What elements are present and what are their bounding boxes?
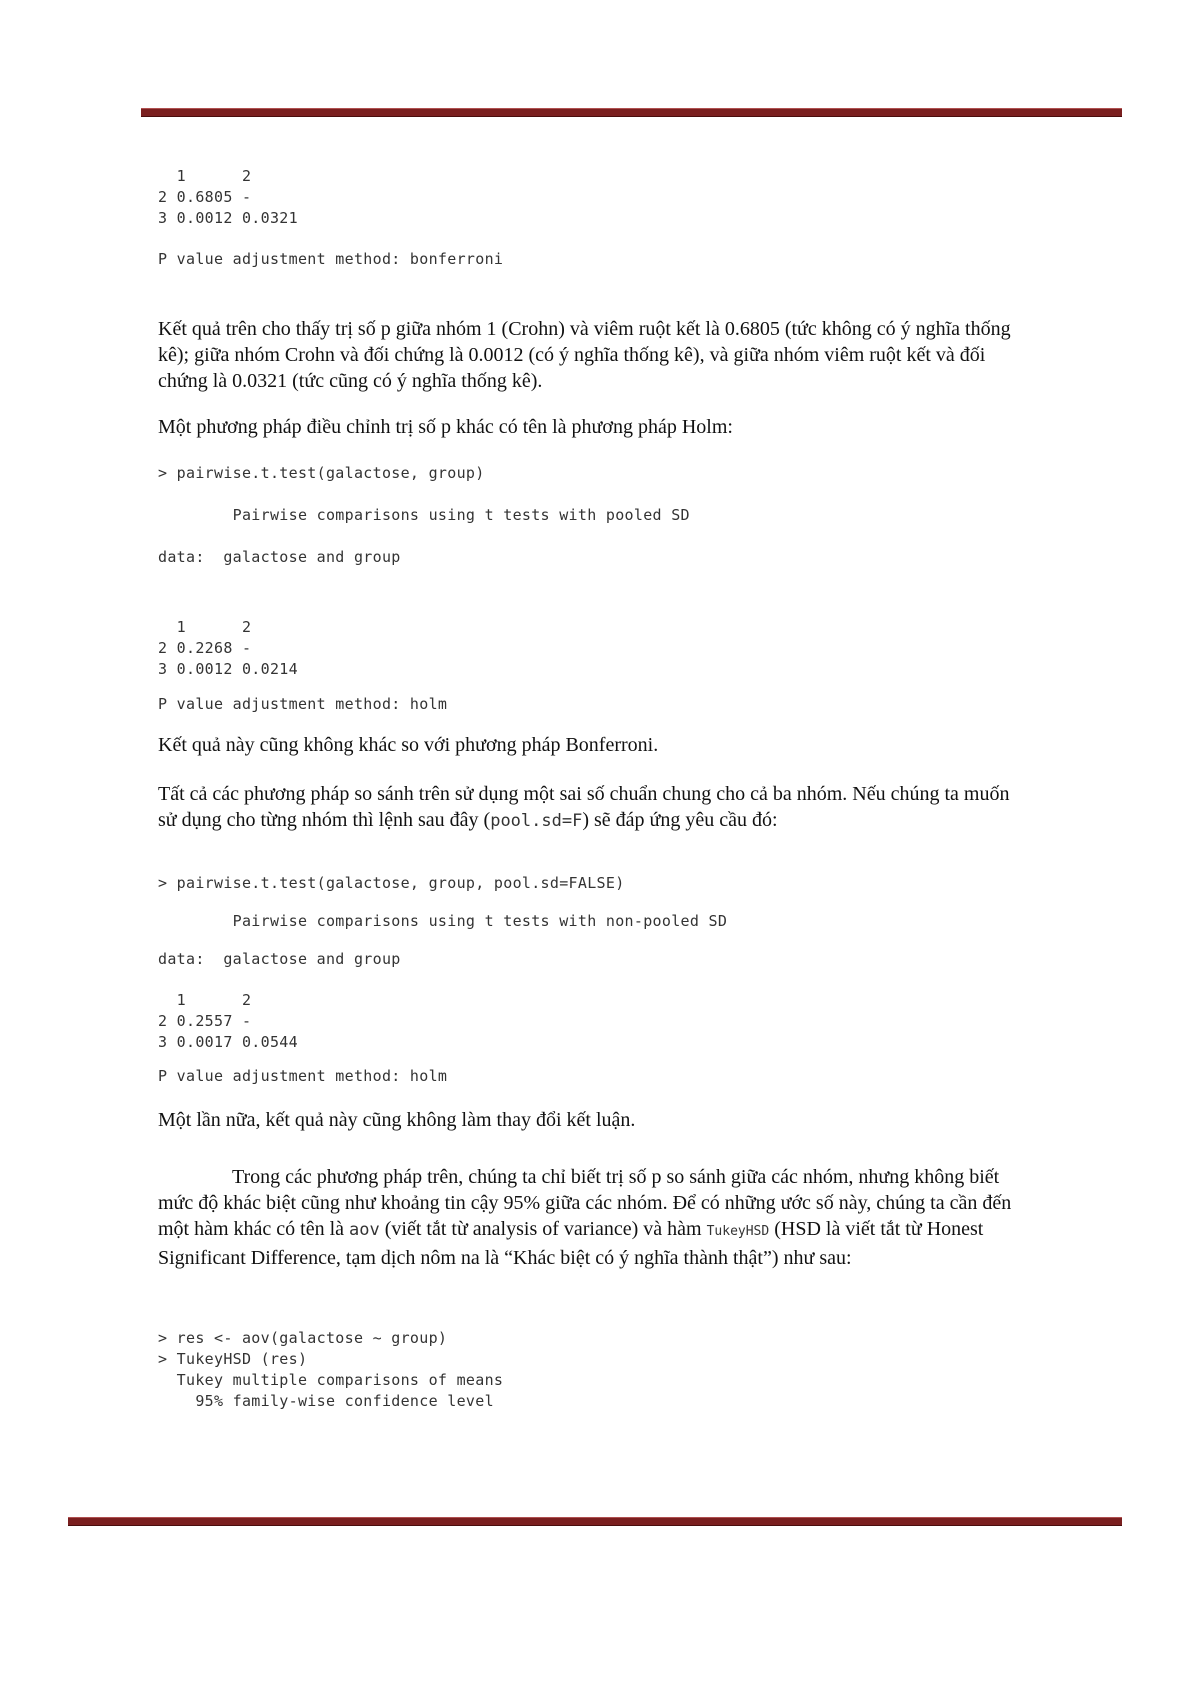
header-rule: [141, 108, 1122, 117]
code-output-title-non-pooled: Pairwise comparisons using t tests with non-pooled SD: [158, 912, 728, 930]
inline-code-tukeyhsd: TukeyHSD: [706, 1224, 770, 1239]
inline-code-aov: aov: [349, 1220, 380, 1240]
inline-code-pool-sd: pool.sd=F: [490, 811, 583, 831]
paragraph-conclusion: Một lần nữa, kết quả này cũng không làm thay đổi kết luận.: [158, 1109, 636, 1131]
code-output-holm-table: 1 2 2 0.2268 - 3 0.0012 0.0214: [158, 618, 298, 678]
code-output-bonferroni-table: 1 2 2 0.6805 - 3 0.0012 0.0321: [158, 167, 298, 227]
paragraph-holm-intro: Một phương pháp điều chỉnh trị số p khác có tên là phương pháp Holm:: [158, 416, 733, 438]
paragraph-holm-result: Kết quả này cũng không khác so với phương pháp Bonferroni.: [158, 734, 659, 756]
code-command-non-pooled: > pairwise.t.test(galactose, group, pool.sd=FALSE): [158, 874, 625, 892]
code-command-pairwise-test: > pairwise.t.test(galactose, group): [158, 464, 485, 482]
paragraph-tukey-intro: Trong các phương pháp trên, chúng ta chỉ biết trị số p so sánh giữa các nhóm, nhưng không biết mức độ khác biệt cũng như khoảng tin cậy 95% giữa các nhóm. Để có những ước số này, chúng ta cần đến một hàm khác có tên là aov (viết tắt từ analysis of variance) và hàm TukeyHSD (HSD là viết tắt từ Honest Significant Difference, tạm dịch nôm na là “Khác biệt có ý nghĩa thành thật”) như sau:: [158, 1166, 1012, 1269]
code-output-data-line: data: galactose and group: [158, 548, 401, 566]
footer-rule: [68, 1517, 1122, 1526]
code-output-adjustment-method-holm-2: P value adjustment method: holm: [158, 1067, 448, 1085]
code-output-adjustment-method-holm: P value adjustment method: holm: [158, 695, 448, 713]
paragraph-non-pooled-intro: Tất cả các phương pháp so sánh trên sử dụng một sai số chuẩn chung cho cả ba nhóm. Nếu chúng ta muốn sử dụng cho từng nhóm thì lệnh sau đây (pool.sd=F) sẽ đáp ứng yêu cầu đó:: [158, 783, 1010, 831]
code-output-data-line-2: data: galactose and group: [158, 950, 401, 968]
code-command-aov-tukey: > res <- aov(galactose ~ group) > TukeyHSD (res) Tukey multiple comparisons of means 95% family-wise confidence level: [158, 1329, 504, 1410]
code-output-title-pooled: Pairwise comparisons using t tests with pooled SD: [158, 506, 690, 524]
code-output-non-pooled-table: 1 2 2 0.2557 - 3 0.0017 0.0544: [158, 991, 298, 1051]
paragraph-bonferroni-interpretation: Kết quả trên cho thấy trị số p giữa nhóm 1 (Crohn) và viêm ruột kết là 0.6805 (tức không có ý nghĩa thống kê); giữa nhóm Crohn và đối chứng là 0.0012 (có ý nghĩa thống kê), và giữa nhóm viêm ruột kết và đối chứng là 0.0321 (tức cũng có ý nghĩa thống kê).: [158, 318, 1011, 392]
code-output-adjustment-method: P value adjustment method: bonferroni: [158, 250, 504, 268]
